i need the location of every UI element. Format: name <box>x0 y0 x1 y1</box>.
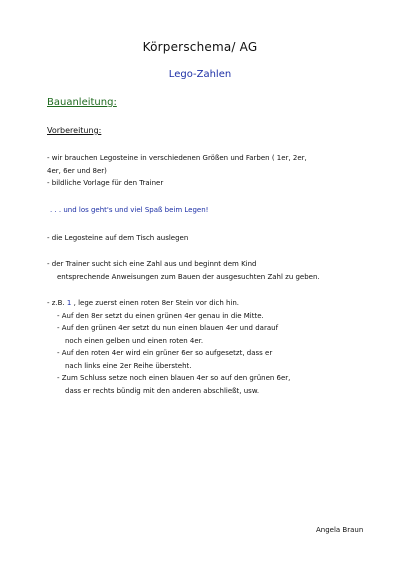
step-line: entsprechende Anweisungen zum Bauen der ausgesuchten Zahl zu geben. <box>57 272 320 281</box>
example-line: - Auf den roten 4er wird ein grüner 6er so aufgesetzt, dass er <box>57 349 273 357</box>
example-line: nach links eine 2er Reihe übersteht. <box>65 361 192 370</box>
example-line: - Zum Schluss setze noch einen blauen 4er so auf den grünen 6er, <box>57 374 291 382</box>
example-rest: , lege zuerst einen roten 8er Stein vor dich hin. <box>73 299 240 307</box>
page-subtitle: Lego-Zahlen <box>168 69 232 80</box>
preparation-list <box>47 152 377 190</box>
preparation-line: - bildliche Vorlage für den Trainer <box>47 179 164 187</box>
example-line: - Auf den 8er setzt du einen grünen 4er genau in die Mitte. <box>57 311 264 320</box>
section-heading: Bauanleitung: <box>47 97 117 108</box>
step-item <box>47 232 377 245</box>
preparation-line: - wir brauchen Legosteine in verschiedenen Größen und Farben ( 1er, 2er, <box>47 154 307 162</box>
example-prefix: - z.B. <box>47 299 65 307</box>
step-item <box>47 258 377 283</box>
author-name: Angela Braun <box>316 526 364 534</box>
preparation-line: 4er, 6er und 8er) <box>47 166 107 175</box>
page-title: Körperschema/ AG <box>142 40 258 54</box>
example-intro <box>47 297 377 310</box>
example-line: - Auf den grünen 4er setzt du nun einen blauen 4er und darauf <box>57 324 279 332</box>
step-line: - der Trainer sucht sich eine Zahl aus und beginnt dem Kind <box>47 260 257 268</box>
step-line: - die Legosteine auf dem Tisch auslegen <box>47 234 189 242</box>
preparation-label: Vorbereitung: <box>47 126 102 135</box>
example-number: 1 <box>66 299 72 307</box>
example-block <box>47 297 377 397</box>
motto-text: . . . und los geht's und viel Spaß beim Legen! <box>50 206 209 214</box>
example-line: noch einen gelben und einen roten 4er. <box>65 336 204 345</box>
example-line: dass er rechts bündig mit den anderen abschließt, usw. <box>65 386 260 395</box>
